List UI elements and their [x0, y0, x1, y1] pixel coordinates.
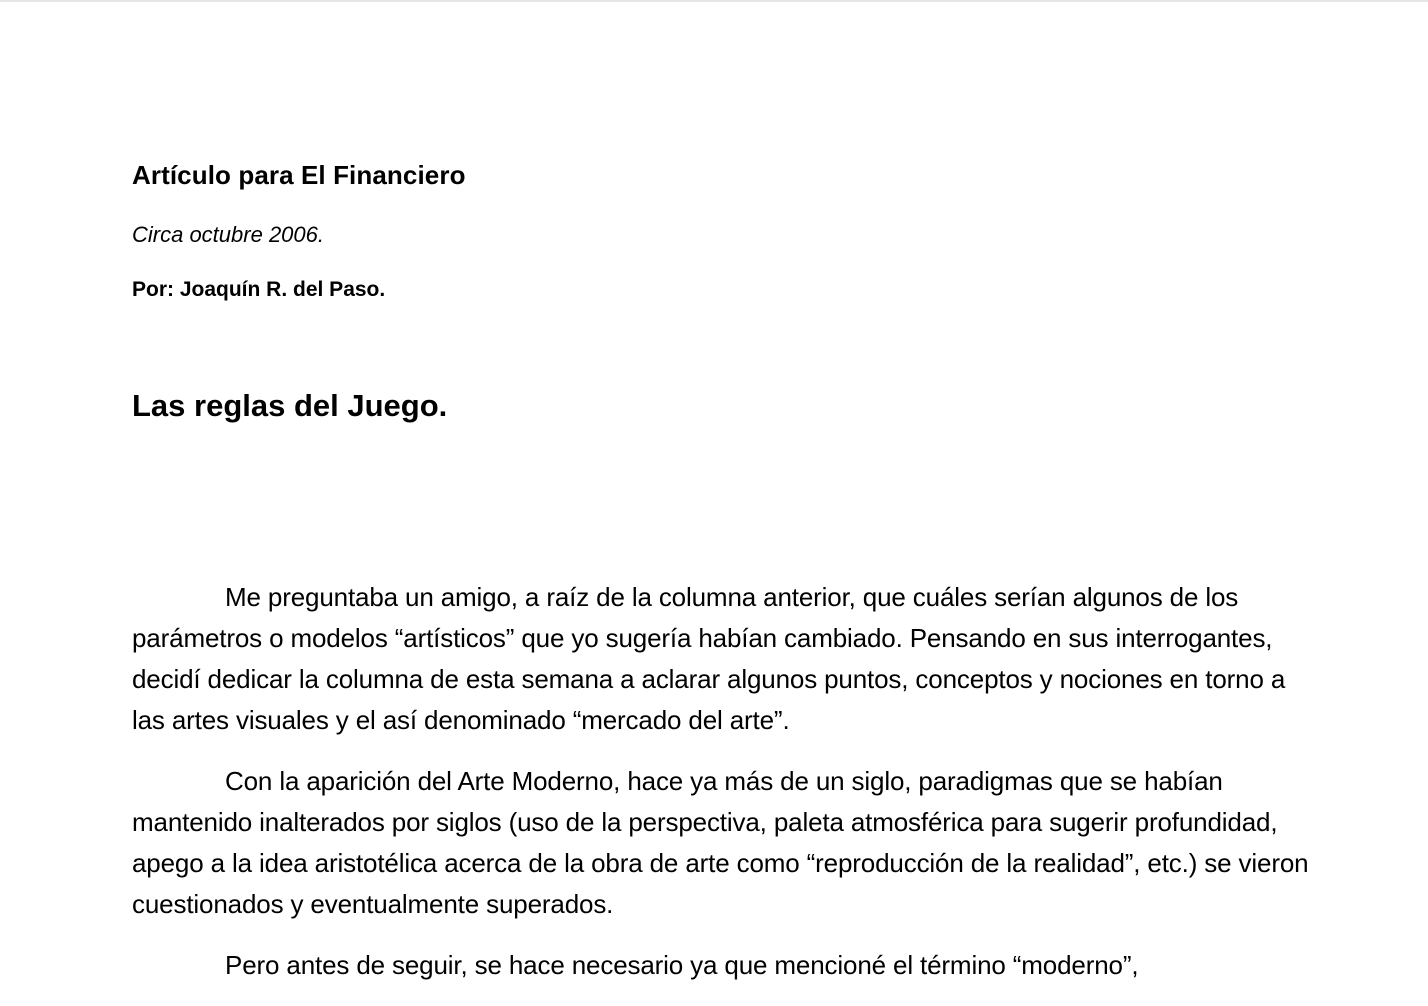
paragraph-1: Me preguntaba un amigo, a raíz de la columna anterior, que cuáles serían algunos de los parámetros o modelos “artísticos” que yo sugería habían cambiado. Pensando en sus interrogantes, decidí dedicar la columna de esta semana a aclarar algunos puntos, conceptos y nociones en torno a las artes visuales y el así denominado “mercado del arte”. [132, 582, 1286, 735]
page-top-edge [0, 0, 1428, 2]
header-publication-title: Artículo para El Financiero [132, 160, 466, 190]
article-title: Las reglas del Juego. [132, 388, 448, 423]
paragraph-3: Pero antes de seguir, se hace necesario ya que mencioné el término “moderno”, [225, 950, 1139, 980]
header-date: Circa octubre 2006. [132, 222, 324, 247]
header-author: Por: Joaquín R. del Paso. [132, 278, 386, 301]
paragraph-2: Con la aparición del Arte Moderno, hace ya más de un siglo, paradigmas que se habían mantenido inalterados por siglos (uso de la perspectiva, paleta atmosférica para sugerir profundidad, apego a la idea aristotélica acerca de la obra de arte como “reproducción de la realidad”, etc.) se vieron cuestionados y eventualmente superados. [132, 766, 1309, 919]
article-body [132, 577, 1312, 1006]
